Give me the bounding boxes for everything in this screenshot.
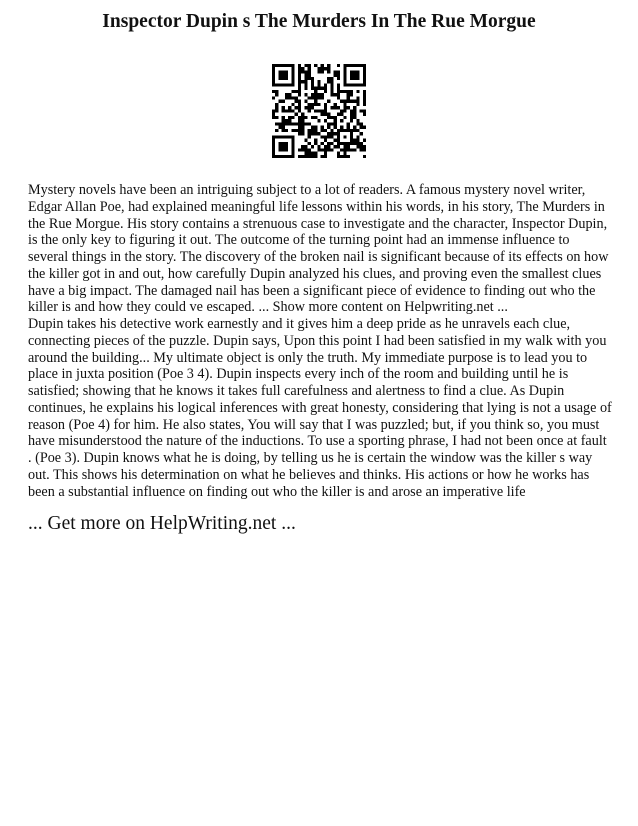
- qr-code-icon[interactable]: [272, 64, 366, 158]
- paragraph: Mystery novels have been an intriguing subject to a lot of readers. A famous mystery novel writer, Edgar Allan Poe, had explained meaningful life lessons within his words, in his story, The Murders in the Rue Morgue. His story contains a strenuous case to investigate and the character, Inspector Dupin, is the only key to figuring it out. The outcome of the turning point had an immense influence to several things in the story. The discovery of the broken nail is significant because of its effects on how the killer got in and out, how carefully Dupin analyzed his clues, and proving even the smallest clues have a big impact. The damaged nail has been a significant piece of evidence to finding out who the killer is and how they could ve escaped. ... Show more content on Helpwriting.net ...: [28, 182, 609, 316]
- page-title: Inspector Dupin s The Murders In The Rue Morgue: [102, 11, 536, 32]
- article-body: [28, 182, 612, 500]
- get-more-link[interactable]: ... Get more on HelpWriting.net ...: [28, 513, 296, 534]
- paragraph: Dupin takes his detective work earnestly and it gives him a deep pride as he unravels each clue, connecting pieces of the puzzle. Dupin says, Upon this point I had been satisfied in my walk with you around the building... My ultimate object is only the truth. My immediate purpose is to lead you to place in juxta position (Poe 3 4). Dupin inspects every inch of the room and building until he is satisfied; showing that he knows it takes full carefulness and alertness to find a clue. As Dupin continues, he explains his logical inferences with great honesty, considering that lying is not a usage of reason (Poe 4) for him. He also states, You will say that I was puzzled; but, if you think so, you must have misunderstood the nature of the inductions. To use a sporting phrase, I had not been once at fault . (Poe 3). Dupin knows what he is doing, by telling us he is certain the window was the killer s way out. This shows his determination on what he believes and thinks. His actions or how he works has been a substantial influence on finding out who the killer is and arose an imperative life: [28, 316, 612, 500]
